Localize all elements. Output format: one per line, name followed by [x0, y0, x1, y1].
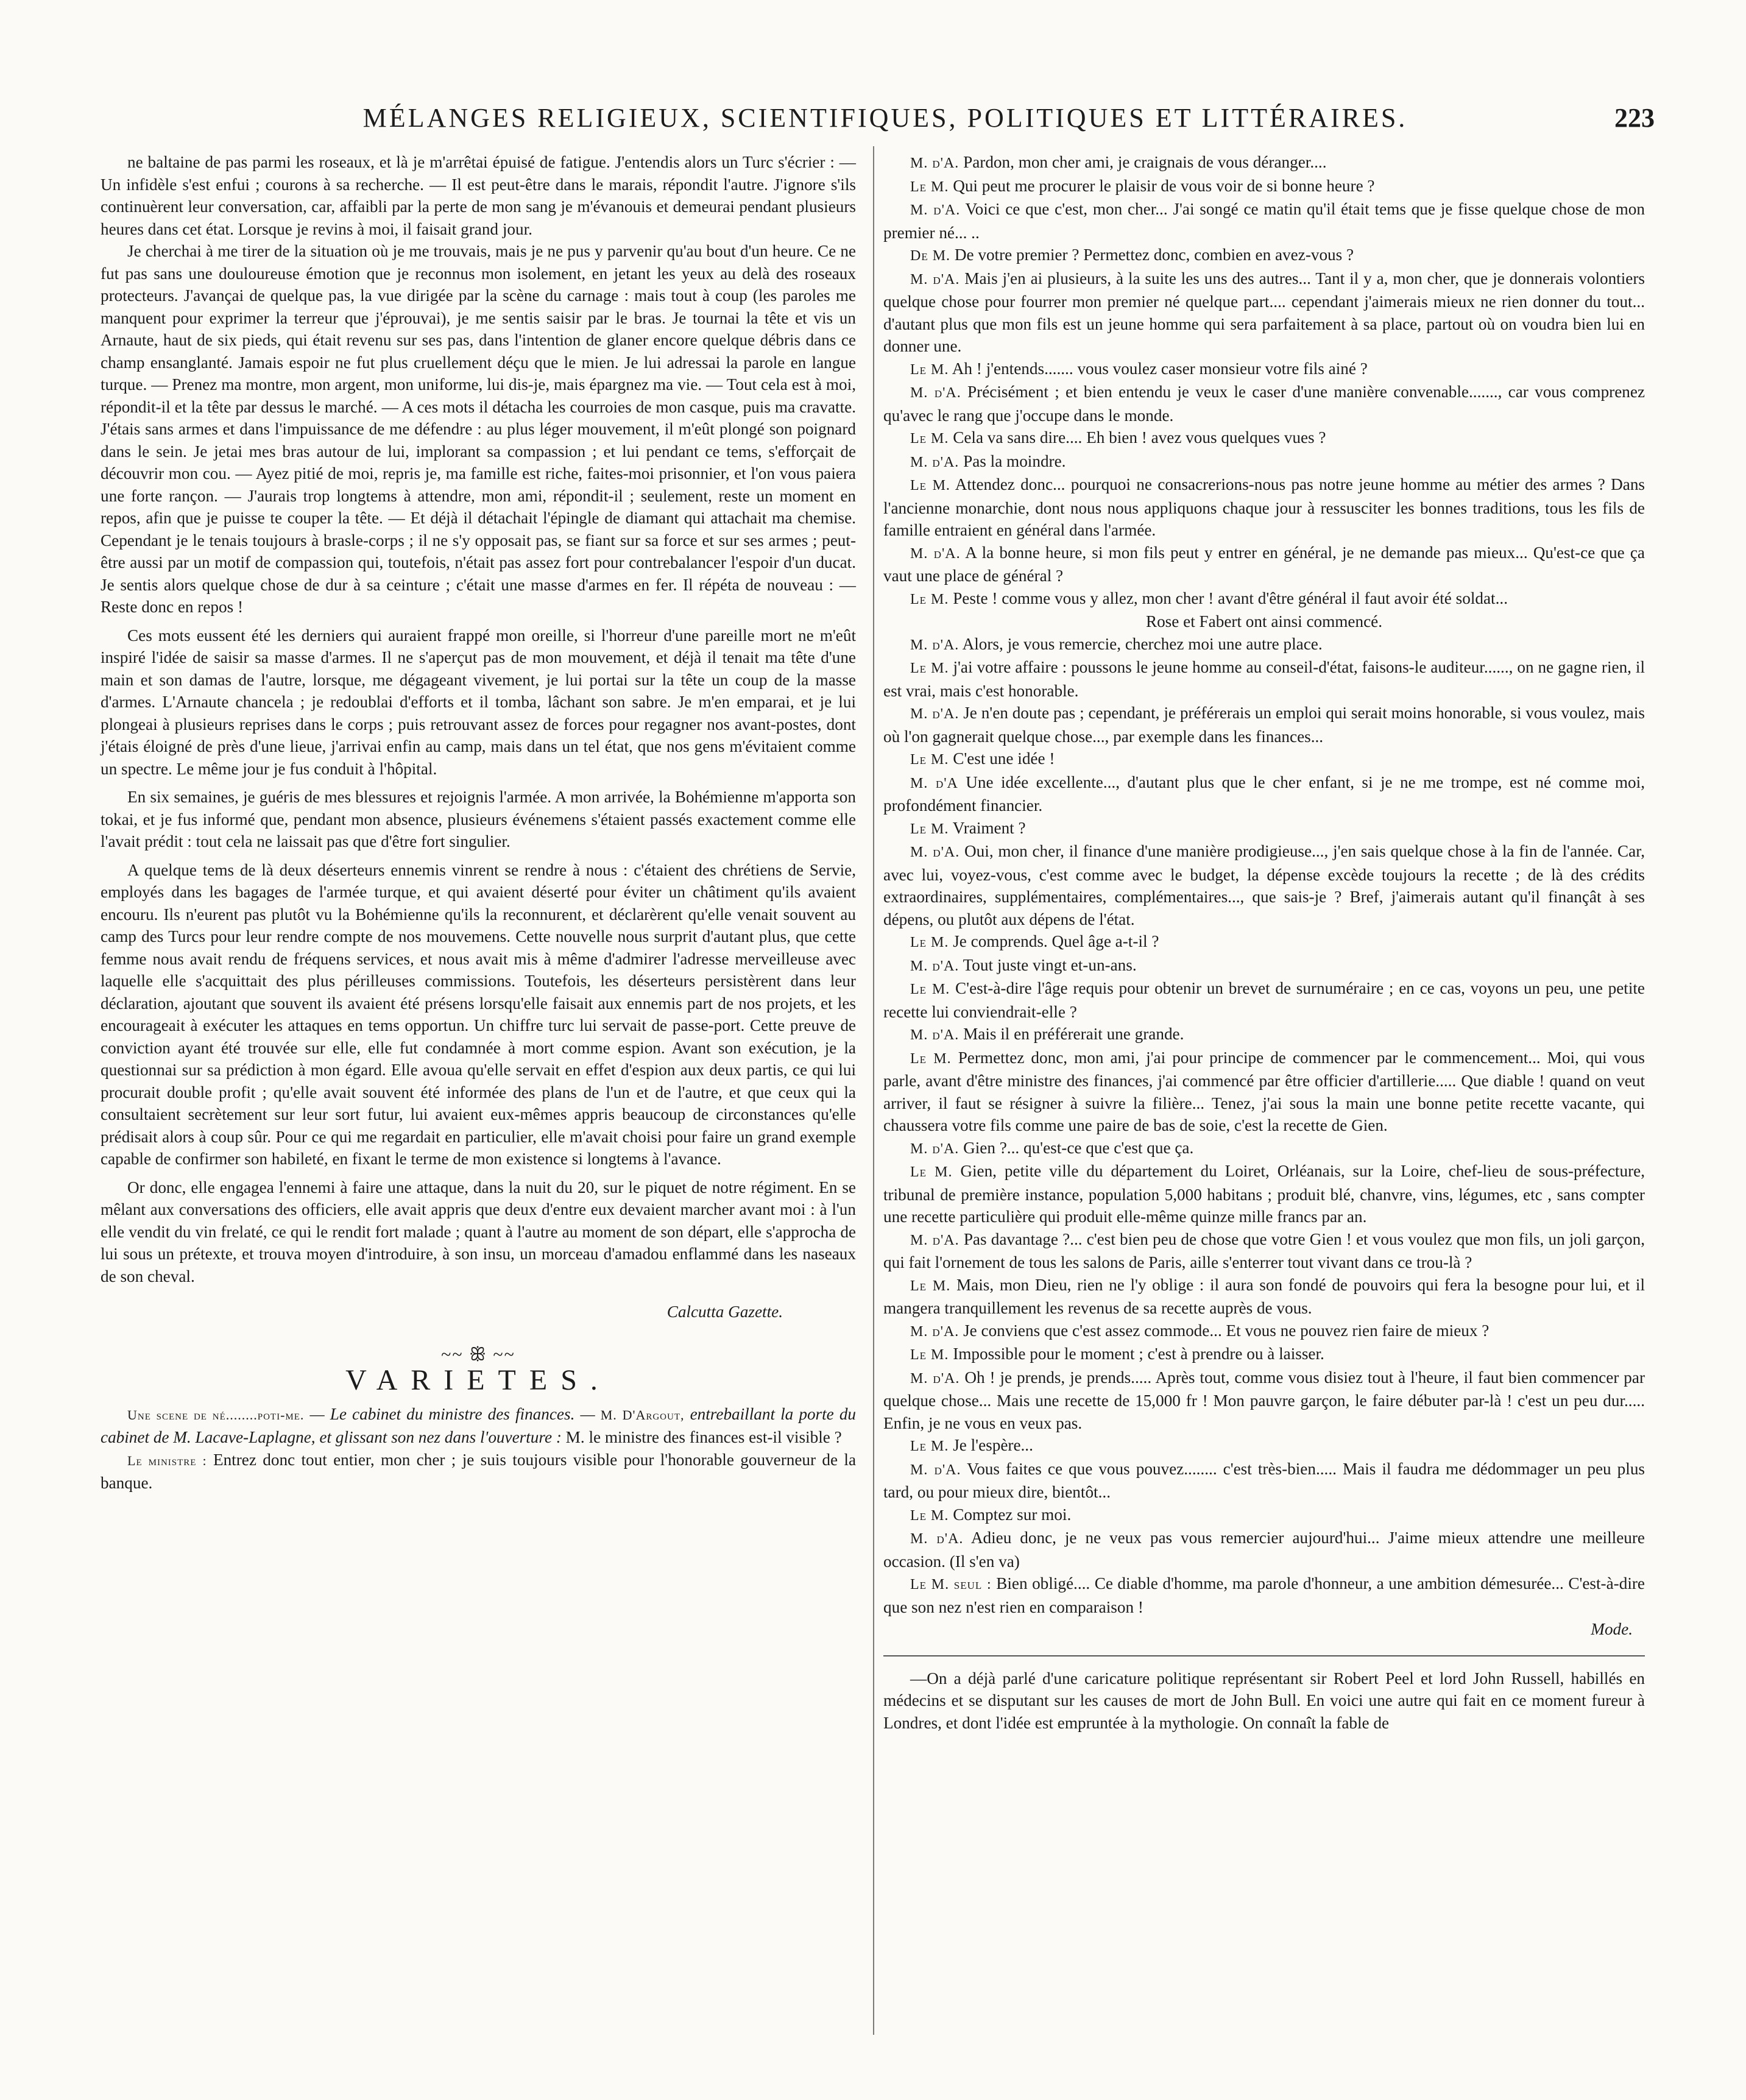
speaker-label: M. d'A. — [910, 271, 960, 288]
dialogue-text: Vous faites ce que vous pouvez........ c'est très-bien..... Mais il faudra me dédommager un peu plus tard, ou pour mieux dire, bientôt... — [883, 1459, 1645, 1501]
dialogue-line — [883, 1320, 1645, 1343]
dialogue-text: Gien, petite ville du département du Loiret, Orléanais, sur la Loire, chef-lieu de sous-préfecture, tribunal de première instance, population 5,000 habitans ; produit blé, chanvre, vins, légumes, etc , sans compter une recette particulière qui produit elle-même quinze mille francs par an. — [883, 1162, 1645, 1226]
dialogue-text: Oui, mon cher, il finance d'une manière prodigieuse..., j'en sais quelque chose à la fin de l'année. Car, avec lui, voyez-vous, c'est comme avec le budget, la dépense excède toujours la recette ; de là des crédits extraordinaires, supplémentaires, complémentaires..., que sais-je ? Bref, j'aimerais autant qu'il finançât à ses dépens, ou plutôt aux dépens de l'état. — [883, 842, 1645, 928]
dialogue-line — [883, 473, 1645, 542]
column-divider — [873, 146, 874, 2035]
speaker-label: Le M. — [910, 1507, 949, 1524]
dialogue-line — [883, 633, 1645, 657]
dialogue-text: Impossible pour le moment ; c'est à prendre ou à laisser. — [953, 1345, 1324, 1363]
dialogue-line — [883, 1023, 1645, 1047]
dialogue-text: C'est-à-dire l'âge requis pour obtenir un brevet de surnuméraire ; en ce cas, voyons un peu, une petite recette lui conviendrait-elle ? — [883, 979, 1645, 1021]
body-paragraph: Ces mots eussent été les derniers qui auraient frappé mon oreille, si l'horreur d'une pareille mort ne m'eût inspiré l'idée de saisir sa masse d'armes. Il ne s'aperçut pas de mon mouvement, et déjà il tenait ma tête d'une main et son damas de l'autre, lorsque, me dégageant vivement, je lui portai sur la tête un coup de la masse d'armes. L'Arnaute chancela ; je redoublai d'efforts et il tomba, lâchant son sabre. Je m'en emparai, et je lui plongeai à plusieurs reprises dans le corps ; puis retrouvant assez de forces pour regagner nos avant-postes, dont j'étais éloigné de près d'une lieue, j'arrivai enfin au camp, mais dans un tel état, que nos gens m'évitaient comme un spectre. Le même jour je fus conduit à l'hôpital. — [101, 626, 856, 778]
speaker-label: M. d'A. — [910, 1462, 961, 1478]
dialogue-text: Oh ! je prends, je prends..... Après tout, comme vous disiez tout à l'heure, il faut bien commencer par quelque chose... Mais une recette de 15,000 fr ! Mon pauvre garçon, le faire débuter par-là ! c'est un peu dur..... Enfin, je ne vous en veux pas. — [883, 1368, 1645, 1432]
dialogue-line — [883, 1274, 1645, 1320]
dialogue-line — [883, 1137, 1645, 1161]
section-title: VARIETES. — [345, 1364, 611, 1396]
dialogue-text: Pas la moindre. — [963, 451, 1066, 470]
dialogue-text: Précisément ; et bien entendu je veux le caser d'une manière convenable......., car vous comprenez qu'avec le rang que j'occupe dans le monde. — [883, 383, 1645, 425]
running-title: MÉLANGES RELIGIEUX, SCIENTIFIQUES, POLITIQUES ET LITTÉRAIRES. — [362, 103, 1408, 133]
speaker-label: M. d'A. — [910, 545, 961, 562]
dialogue-text: Ah ! j'entends....... vous voulez caser monsieur votre fils ainé ? — [952, 359, 1368, 378]
dialogue-text: Entrez donc tout entier, mon cher ; je suis toujours visible pour l'honorable gouverneur de la banque. — [101, 1450, 857, 1492]
dialogue-line — [883, 587, 1645, 611]
left-column — [101, 151, 856, 1494]
speaker-label: Le M. seul : — [910, 1577, 992, 1593]
speaker-label: M. d'A — [910, 775, 958, 791]
dialogue-text: Gien ?... qu'est-ce que c'est que ça. — [963, 1138, 1194, 1157]
dialogue-text: Je n'en doute pas ; cependant, je préférerais un emploi qui serait moins honorable, si vous voulez, mais où l'on gagnerait quelque chose..., par exemple dans les finances... — [883, 704, 1645, 746]
page-number: 223 — [1614, 103, 1655, 133]
speaker-label: M. d'A. — [910, 202, 961, 218]
dialogue-text: Attendez donc... pourquoi ne consacrerions-nous pas notre jeune homme au métier des armes ? Dans l'ancienne monarchie, dont nous nous appliquons chaque jour à ressusciter les bonnes traditions, tous les fils de famille entraient en général dans l'armée. — [883, 475, 1645, 539]
speaker-label: M. d'A. — [910, 1323, 960, 1340]
dialogue-text: Rose et Fabert ont ainsi commencé. — [1145, 612, 1383, 631]
body-paragraph: A quelque tems de là deux déserteurs ennemis vinrent se rendre à nous : c'étaient des chrétiens de Servie, employés dans les bagages de l'armée turque, et qui avaient déserté pour éviter un châtiment qu'ils avaient encouru. Ils n'eurent pas plutôt vu la Bohémienne qu'ils la reconnurent, et déclarèrent qu'elle venait souvent au camp des Turcs pour leur rendre compte de nos mouvemens. Cette nouvelle nous surprit d'autant plus, que cette femme nous avait rendu de fréquens services, et nous avait mis à même d'admirer l'adresse merveilleuse avec laquelle elle s'acquittait des plus périlleuses commissions. Toutefois, les déserteurs persistèrent dans leur déclaration, ajoutant que souvent ils avaient été présens lorsqu'elle faisait aux ennemis part de nos projets, et les encourageait à exécuter les attaques en tems opportun. Un chiffre turc lui servait de passe-port. Cette preuve de conviction ayant été trouvée sur elle, elle fut condamnée à mort comme espion. Avant son exécution, je la questionnai sur sa prédiction à mon égard. Elle avoua qu'elle servait en effet d'espion aux deux partis, ce qui lui procurait double profit ; qu'elle avait souvent été informée des plans de l'un et de l'autre, et que ceux qui la consultaient secrètement sur leur sort futur, lui avaient eux-mêmes appris beaucoup de circonstances qu'elle prédisait alors à coup sûr. Pour ce qui me regardait en particulier, elle m'avait choisi pour faire un grand exemple capable de confirmer son habileté, en fixant le terme de mon existence si longtems à l'avance. — [101, 860, 856, 1168]
body-paragraph: Je cherchai à me tirer de la situation où je me trouvais, mais je ne pus y parvenir qu'au bout d'un heure. Ce ne fut pas sans une douloureuse émotion que je reconnus mon isolement, en jetant les yeux au delà des roseaux protecteurs. J'avançai de quelque pas, la vue dirigée par la scène du carnage : mais tout à coup (les paroles me manquent pour exprimer la terreur que j'éprouvai), je me sentis saisir par le bras. Je tournai la tête et vis un Arnaute, haut de six pieds, qui était revenu sur ses pas, dans l'intention de glaner encore quelque débris dans ce champ ensanglanté. Jamais espoir ne fut plus cruellement déçu que le mien. Je lui adressai la parole en langue turque. — Prenez ma montre, mon argent, mon uniforme, lui dis-je, mais épargnez ma vie. — Tout cela est à moi, répondit-il et la tête par dessus le marché. — A ces mots il détacha les courroies de mon casque, puis ma cravatte. J'étais sans armes et dans l'impuissance de me défendre : au plus léger mouvement, il m'eût plongé son poignard dans le sein. Je jetai mes bras autour de lui, implorant sa compassion ; et lui pendant ce tems, s'efforçait de découvrir mon cou. — Ayez pitié de moi, repris je, ma famille est riche, faites-moi prisonnier, et l'on vous paiera une forte rançon. — J'aurais trop longtems à attendre, mon ami, répondit-il ; seulement, reste un moment en repos, afin que je puisse te couper la tête. — Et déjà il détachait l'épingle de diamant qui attachait ma chemise. Cependant je le tenais toujours à brasle-corps ; il ne s'y opposait pas, se fiant sur sa force et sur ses armes ; peut-être aussi par un motif de compassion qui, toutefois, n'était pas assez fort pour contrebalancer l'espoir d'un ducat. Je sentis alors quelque chose de dur à sa ceinture ; c'était une masse d'armes en fer. Il répéta de nouveau : — Reste donc en repos ! — [101, 242, 856, 616]
dialogue-line — [883, 1458, 1645, 1504]
dialogue-line — [883, 267, 1645, 358]
dialogue-source: Mode. — [1591, 1620, 1633, 1638]
speaker-label: M. d'A. — [910, 706, 960, 722]
dialogue-line — [883, 175, 1645, 199]
dialogue-line — [883, 930, 1645, 954]
dialogue-list — [883, 151, 1645, 1618]
dialogue-line — [883, 1047, 1645, 1137]
dialogue-line — [883, 748, 1645, 771]
dialogue-text: Peste ! comme vous y allez, mon cher ! avant d'être général il faut avoir été soldat... — [953, 589, 1508, 607]
speaker-label: M. d'A. — [910, 1370, 960, 1387]
speaker-label: M. d'A. — [910, 155, 960, 171]
dialogue-line — [883, 977, 1645, 1023]
speaker-label: Le M. — [910, 660, 949, 676]
dialogue-text: Qui peut me procurer le plaisir de vous voir de si bonne heure ? — [953, 176, 1375, 195]
scene-heading — [101, 1403, 856, 1449]
speaker-label: M. d'A. — [910, 1232, 960, 1248]
decorative-ornament: ~~ ꕥ ~~ — [441, 1344, 515, 1365]
dialogue-line — [883, 1366, 1645, 1435]
dialogue-line — [883, 1343, 1645, 1366]
speaker-label: M. d'A. — [910, 385, 961, 401]
dialogue-text: Bien obligé.... Ce diable d'homme, ma parole d'honneur, a une ambition démesurée... C'est-à-dire que son nez n'est rien en comparaison ! — [883, 1574, 1645, 1616]
speaker-label: Le M. — [910, 821, 949, 837]
closing-paragraph: —On a déjà parlé d'une caricature politique représentant sir Robert Peel et lord John Russell, habillés en médecins et se disputant sur les causes de mort de John Bull. En voici une autre qui fait en ce moment fureur à Londres, et dont l'idée est empruntée à la mythologie. On connaît la fable de — [883, 1669, 1645, 1732]
dialogue-text: Adieu donc, je ne veux pas vous remercier aujourd'hui... J'aime mieux attendre une meilleure occasion. (Il s'en va) — [883, 1529, 1645, 1571]
dialogue-text: De votre premier ? Permettez donc, combien en avez-vous ? — [954, 246, 1354, 264]
separator-rule — [883, 1655, 1645, 1656]
speaker-label: M. d'A. — [910, 958, 960, 974]
dialogue-text: Une idée excellente..., d'autant plus que le cher enfant, si je ne me trompe, est né comme moi, profondément financier. — [883, 772, 1645, 815]
body-paragraph: En six semaines, je guéris de mes blessures et rejoignis l'armée. A mon arrivée, la Bohémienne m'apporta son tokai, et je fus informé que, pendant mon absence, plusieurs événemens s'étaient passés exactement comme elle l'avait prédit : tout cela ne laissait pas que d'être fort singulier. — [101, 788, 856, 850]
dialogue-line — [883, 1527, 1645, 1572]
dialogue-line — [883, 1572, 1645, 1618]
speaker-label: Le ministre : — [127, 1452, 207, 1468]
dialogue-line — [883, 1504, 1645, 1527]
speaker-label: Le M. — [910, 1164, 953, 1180]
dialogue-line — [883, 1228, 1645, 1274]
dialogue-line — [883, 610, 1645, 633]
speaker-label: M. d'A. — [910, 1027, 960, 1043]
dialogue-text: j'ai votre affaire : poussons le jeune homme au conseil-d'état, faisons-le auditeur......, on ne gagne rien, il est vrai, mais c'est honorable. — [883, 658, 1645, 700]
scene-question: M. le ministre des finances est-il visible ? — [565, 1428, 842, 1446]
dialogue-text: Mais, mon Dieu, rien ne l'y oblige : il aura son fondé de pouvoirs qui fera la besogne pour lui, et il mangera tranquillement les revenus de sa recette auprès de vous. — [883, 1275, 1645, 1317]
scene-speaker: M. D'Argout, — [600, 1407, 685, 1423]
dialogue-text: Tout juste vingt et-un-ans. — [963, 955, 1137, 974]
dialogue-text: Mais il en préférerait une grande. — [963, 1025, 1184, 1043]
right-column — [883, 151, 1645, 1734]
dialogue-text: Permettez donc, mon ami, j'ai pour principe de commencer par le commencement... Moi, qui vous parle, avant d'être ministre des finances, j'ai commencé par être officier d'artillerie..... Que diable ! quand on veut arriver, il faut se résigner à suivre la filière... Tenez, j'ai sous la main une bonne petite recette vacante, qui chaussera votre fils comme une paire de bas de soie, c'est la recette de Gien. — [883, 1048, 1645, 1134]
dialogue-line — [883, 381, 1645, 426]
dialogue-line — [883, 771, 1645, 817]
dialogue-text: Je comprends. Quel âge a-t-il ? — [953, 932, 1159, 950]
dialogue-line — [883, 1160, 1645, 1228]
dialogue-text: Mais j'en ai plusieurs, à la suite les uns des autres... Tant il y a, mon cher, que je donnerais volontiers quelque chose pour fourrer mon premier né quelque part.... cependant j'aimerais mieux ne rien donner du tout... d'autant plus que mon fils est un jeune homme qui sera parfaitement à sa place, partout où on voudra bien lui en donner une. — [883, 269, 1645, 355]
speaker-label: Le M. — [910, 935, 949, 950]
speaker-label: Le M. — [910, 431, 949, 447]
dialogue-line — [883, 542, 1645, 587]
dialogue-line — [883, 656, 1645, 702]
source-citation: Calcutta Gazette. — [666, 1303, 783, 1321]
body-paragraph: Or donc, elle engagea l'ennemi à faire une attaque, dans la nuit du 20, sur le piquet de notre régiment. En se mêlant aux conversations des officiers, elle avait appris que deux d'entre eux devaient marcher avant moi : à l'un elle vendit du vin frelaté, ce qui le rendit fort malade ; quant à l'autre au moment de son départ, elle s'approcha de lui sous un prétexte, et trouva moyen d'introduire, à son insu, un morceau d'amadou enflammé dans les naseaux de son cheval. — [101, 1178, 856, 1285]
dialogue-text: Pardon, mon cher ami, je craignais de vous déranger.... — [963, 153, 1327, 171]
dialogue-text: Voici ce que c'est, mon cher... J'ai songé ce matin qu'il était tems que je fisse quelque chose de mon premier né... .. — [883, 200, 1645, 242]
dialogue-text: Alors, je vous remercie, cherchez moi une autre place. — [962, 634, 1323, 653]
speaker-label: Le M. — [910, 179, 949, 195]
dialogue-line — [883, 198, 1645, 244]
dialogue-text: Cela va sans dire.... Eh bien ! avez vous quelques vues ? — [953, 428, 1326, 447]
scene-title-rest: — Le cabinet du ministre des finances. — — [309, 1404, 595, 1423]
speaker-label: Le M. — [910, 1050, 952, 1067]
dialogue-text: Comptez sur moi. — [953, 1505, 1072, 1524]
speaker-label: M. d'A. — [910, 1531, 964, 1547]
speaker-label: M. d'A. — [910, 454, 960, 470]
dialogue-text: C'est une idée ! — [953, 749, 1055, 768]
dialogue-line — [883, 840, 1645, 930]
dialogue-text: Vraiment ? — [952, 818, 1026, 837]
speaker-label: Le M. — [910, 752, 949, 768]
dialogue-text: Pas davantage ?... c'est bien peu de chose que votre Gien ! et vous voulez que mon fils, un joli garçon, qui fait l'ornement de tous les salons de Paris, aille s'enterrer tout vivant dans ce trou-là ? — [883, 1229, 1645, 1271]
dialogue-line — [883, 817, 1645, 841]
dialogue-line — [883, 954, 1645, 978]
page-header — [183, 102, 1655, 139]
speaker-label: Le M. — [910, 1438, 949, 1454]
speaker-label: Le M. — [910, 1347, 949, 1363]
speaker-label: M. d'A. — [910, 844, 960, 860]
dialogue-line — [883, 702, 1645, 748]
speaker-label: Le M. — [910, 981, 950, 997]
scene-title: Une scene de né........poti-me. — [127, 1407, 305, 1423]
dialogue-line — [883, 426, 1645, 450]
dialogue-line — [883, 358, 1645, 381]
dialogue-text: A la bonne heure, si mon fils peut y entrer en général, je ne demande pas mieux... Qu'est-ce que ça vaut une place de général ? — [883, 543, 1645, 585]
speaker-label: Le M. — [910, 1278, 951, 1294]
speaker-label: Le M. — [910, 591, 949, 607]
dialogue-text: Je l'espère... — [953, 1436, 1033, 1454]
dialogue-line — [883, 151, 1645, 175]
dialogue-line — [883, 244, 1645, 267]
dialogue-line — [883, 450, 1645, 474]
speaker-label: De M. — [910, 248, 951, 264]
dialogue-line — [101, 1449, 856, 1494]
stage-direction: entrebaillant la porte du cabinet de M. Lacave-Laplagne, et glissant son nez dans l'ouverture : — [101, 1404, 857, 1446]
speaker-label: M. d'A. — [910, 637, 960, 653]
speaker-label: Le M. — [910, 361, 949, 378]
speaker-label: Le M. — [910, 478, 950, 493]
dialogue-line — [883, 1434, 1645, 1458]
body-paragraph: ne baltaine de pas parmi les roseaux, et là je m'arrêtai épuisé de fatigue. J'entendis alors un Turc s'écrier : — Un infidèle s'est enfui ; courons à sa recherche. — Il est peut-être dans le marais, répondit l'autre. J'ignore s'ils continuèrent leur conversation, car, affaibli par la perte de mon sang je m'évanouis et demeurai pendant plusieurs heures dans cet état. Lorsque je revins à moi, il faisait grand jour. — [101, 153, 856, 238]
dialogue-text: Je conviens que c'est assez commode... Et vous ne pouvez rien faire de mieux ? — [963, 1321, 1490, 1340]
speaker-label: M. d'A. — [910, 1140, 960, 1157]
